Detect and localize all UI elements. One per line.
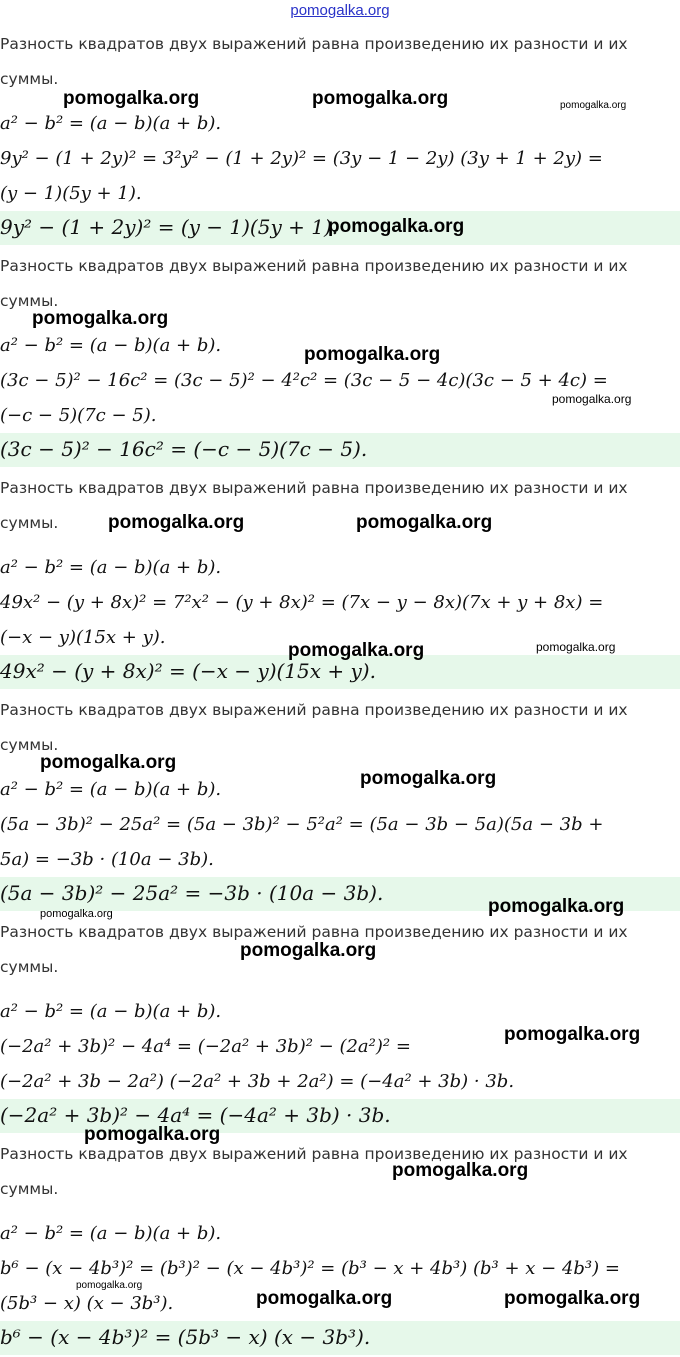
watermark: pomogalka.org [552, 392, 632, 406]
watermark: pomogalka.org [360, 768, 497, 789]
watermark: pomogalka.org [488, 896, 625, 917]
watermark: pomogalka.org [328, 216, 465, 237]
watermark: pomogalka.org [40, 908, 113, 920]
work-line: (−c − 5)(7c − 5). [0, 405, 157, 426]
answer: (3c − 5)² − 16c² = (−c − 5)(7c − 5). [0, 437, 368, 461]
intro-text: Разность квадратов двух выражений равна произведению их разности и их [0, 923, 628, 941]
watermark: pomogalka.org [288, 640, 425, 661]
intro-text-end: суммы. [0, 292, 59, 310]
watermark: pomogalka.org [108, 512, 245, 533]
formula: a² − b² = (a − b)(a + b). [0, 779, 222, 800]
work-line: (y − 1)(5y + 1). [0, 183, 142, 204]
formula: a² − b² = (a − b)(a + b). [0, 557, 222, 578]
work-line: (−x − y)(15x + y). [0, 627, 166, 648]
watermark: pomogalka.org [76, 1280, 143, 1291]
watermark: pomogalka.org [63, 88, 200, 109]
watermark: pomogalka.org [240, 940, 377, 961]
watermark: pomogalka.org [536, 640, 616, 654]
answer: b⁶ − (x − 4b³)² = (5b³ − x) (x − 3b³). [0, 1325, 371, 1349]
watermark: pomogalka.org [312, 88, 449, 109]
work-line: (−2a² + 3b − 2a²) (−2a² + 3b + 2a²) = (−4a² + 3b) · 3b. [0, 1071, 515, 1092]
formula: a² − b² = (a − b)(a + b). [0, 1001, 222, 1022]
work-line: (−2a² + 3b)² − 4a⁴ = (−2a² + 3b)² − (2a²)² = [0, 1036, 411, 1057]
answer-row [0, 1321, 680, 1355]
intro-text: Разность квадратов двух выражений равна произведению их разности и их [0, 479, 628, 497]
watermark: pomogalka.org [256, 1288, 393, 1309]
work-line: (5b³ − x) (x − 3b³). [0, 1293, 174, 1314]
work-line: 9y² − (1 + 2y)² = 3²y² − (1 + 2y)² = (3y − 1 − 2y) (3y + 1 + 2y) = [0, 148, 603, 169]
watermark: pomogalka.org [392, 1160, 529, 1181]
answer: 9y² − (1 + 2y)² = (y − 1)(5y + 1). [0, 215, 339, 239]
formula: a² − b² = (a − b)(a + b). [0, 1223, 222, 1244]
intro-text-end: суммы. [0, 514, 59, 532]
formula: a² − b² = (a − b)(a + b). [0, 335, 222, 356]
intro-text-end: суммы. [0, 70, 59, 88]
solution-block [0, 666, 680, 905]
answer: (−2a² + 3b)² − 4a⁴ = (−4a² + 3b) · 3b. [0, 1103, 391, 1127]
intro-text-end: суммы. [0, 1180, 59, 1198]
work-line: (5a − 3b)² − 25a² = (5a − 3b)² − 5²a² = (5a − 3b − 5a)(5a − 3b + [0, 814, 604, 835]
answer: 49x² − (y + 8x)² = (−x − y)(15x + y). [0, 659, 376, 683]
watermark: pomogalka.org [32, 308, 169, 329]
work-line: 5a) = −3b · (10a − 3b). [0, 849, 214, 870]
watermark: pomogalka.org [504, 1288, 641, 1309]
intro-text: Разность квадратов двух выражений равна произведению их разности и их [0, 1145, 628, 1163]
intro-text-end: суммы. [0, 736, 59, 754]
watermark: pomogalka.org [504, 1024, 641, 1045]
work-line: 49x² − (y + 8x)² = 7²x² − (y + 8x)² = (7x − y − 8x)(7x + y + 8x) = [0, 592, 604, 613]
solution-block [0, 888, 680, 1127]
watermark: pomogalka.org [40, 752, 177, 773]
watermark: pomogalka.org [560, 100, 627, 111]
answer: (5a − 3b)² − 25a² = −3b · (10a − 3b). [0, 881, 384, 905]
intro-text: Разность квадратов двух выражений равна произведению их разности и их [0, 701, 628, 719]
solution-block [0, 444, 680, 683]
watermark: pomogalka.org [304, 344, 441, 365]
intro-text: Разность квадратов двух выражений равна произведению их разности и их [0, 257, 628, 275]
site-link[interactable]: pomogalka.org [290, 2, 390, 19]
solution-block [0, 222, 680, 461]
intro-text: Разность квадратов двух выражений равна произведению их разности и их [0, 35, 628, 53]
intro-text-end: суммы. [0, 958, 59, 976]
watermark: pomogalka.org [84, 1124, 221, 1145]
work-line: b⁶ − (x − 4b³)² = (b³)² − (x − 4b³)² = (b³ − x + 4b³) (b³ + x − 4b³) = [0, 1258, 620, 1279]
work-line: (3c − 5)² − 16c² = (3c − 5)² − 4²c² = (3c − 5 − 4c)(3c − 5 + 4c) = [0, 370, 608, 391]
formula: a² − b² = (a − b)(a + b). [0, 113, 222, 134]
watermark: pomogalka.org [356, 512, 493, 533]
